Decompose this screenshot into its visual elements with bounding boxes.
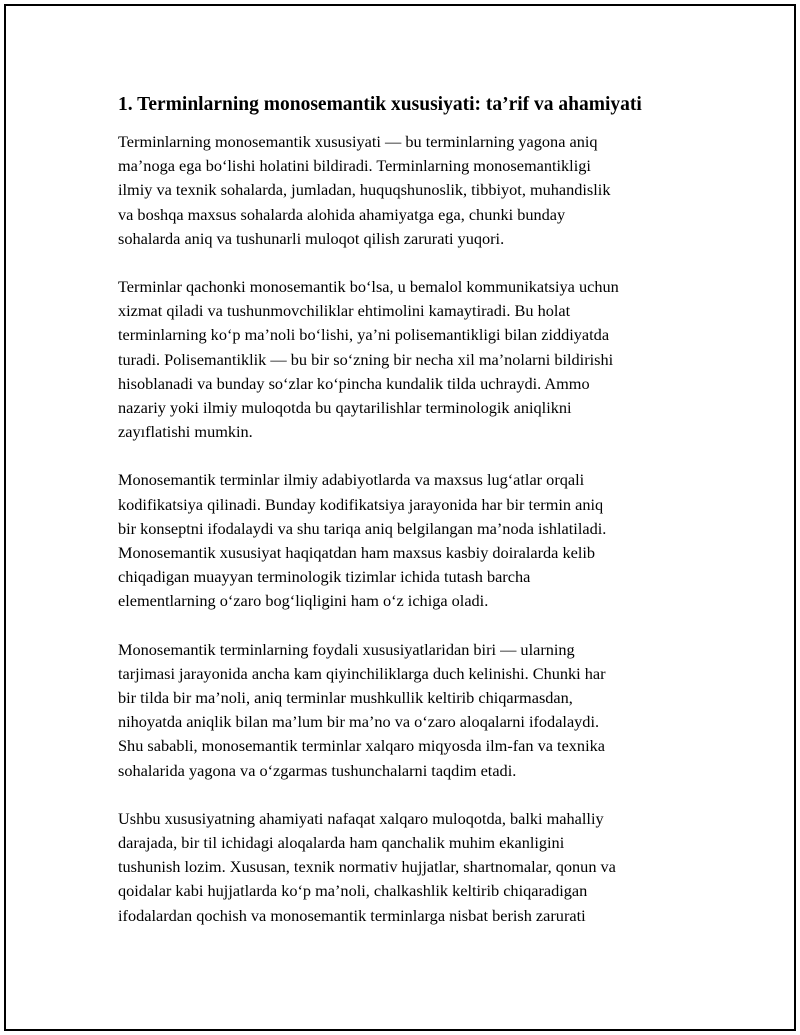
paragraph-line: ifodalardan qochish va monosemantik terminlarga nisbat berish zarurati [118, 905, 586, 925]
paragraph-line: ilmiy va texnik sohalarda, jumladan, huquqshunoslik, tibbiyot, muhandislik [118, 180, 611, 200]
paragraph-line: va boshqa maxsus sohalarda alohida ahamiyatga ega, chunki bunday [118, 204, 566, 224]
paragraph-line: Terminlarning monosemantik xususiyati — bu terminlarning yagona aniq [118, 132, 598, 151]
paragraph-line: darajada, bir til ichidagi aloqalarda ham qanchalik muhim ekanligini [118, 833, 565, 853]
paragraph-line: Ushbu xususiyatning ahamiyati nafaqat xalqaro muloqotda, balki mahalliy [118, 808, 604, 828]
paragraph-line: Monosemantik xususiyat haqiqatdan ham maxsus kasbiy doiralarda kelib [118, 543, 596, 563]
body-paragraph [118, 807, 692, 928]
paragraph-line: xizmat qiladi va tushunmovchiliklar ehtimolini kamaytiradi. Bu holat [118, 301, 571, 321]
paragraph-line: ma’noga ega bo‘lishi holatini bildiradi. Terminlarning monosemantikligi [118, 156, 591, 176]
paragraph-line: qoidalar kabi hujjatlarda ko‘p ma’noli, chalkashlik keltirib chiqaradigan [118, 881, 588, 901]
paragraph-line: zayıflatishi mumkin. [118, 422, 253, 442]
paragraph-line: tarjimasi jarayonida ancha kam qiyinchiliklarga duch kelinishi. Chunki har [118, 663, 606, 683]
paragraph-line: nazariy yoki ilmiy muloqotda bu qaytarilishlar terminologik aniqlikni [118, 398, 572, 418]
paragraph-line: Terminlar qachonki monosemantik bo‘lsa, u bemalol kommunikatsiya uchun [118, 277, 619, 297]
document-body [118, 92, 692, 952]
body-paragraph [118, 130, 692, 251]
paragraph-line: sohalarida yagona va o‘zgarmas tushunchalarni taqdim etadi. [118, 760, 517, 780]
paragraph-list [118, 130, 692, 928]
paragraph-line: Monosemantik terminlar ilmiy adabiyotlarda va maxsus lug‘atlar orqali [118, 470, 585, 490]
body-paragraph [118, 468, 692, 613]
paragraph-line: hisoblanadi va bunday so‘zlar ko‘pincha kundalik tilda uchraydi. Ammo [118, 373, 590, 393]
section-heading: 1. Terminlarning monosemantik xususiyati: ta’rif va ahamiyati [118, 94, 642, 115]
paragraph-line: Shu sababli, monosemantik terminlar xalqaro miqyosda ilm-fan va texnika [118, 736, 605, 756]
paragraph-line: turadi. Polisemantiklik — bu bir so‘zning bir necha xil ma’nolarni bildirishi [118, 349, 614, 369]
paragraph-line: terminlarning ko‘p ma’noli bo‘lishi, ya’ni polisemantikligi bilan ziddiyatda [118, 325, 610, 345]
body-paragraph [118, 275, 692, 444]
paragraph-line: chiqadigan muayyan terminologik tizimlar ichida tutash barcha [118, 567, 531, 587]
paragraph-line: kodifikatsiya qilinadi. Bunday kodifikatsiya jarayonida har bir termin aniq [118, 494, 604, 514]
paragraph-line: Monosemantik terminlarning foydali xususiyatlaridan biri — ularning [118, 639, 575, 659]
paragraph-line: bir tilda bir ma’noli, aniq terminlar mushkullik keltirib chiqarmasdan, [118, 688, 573, 708]
paragraph-line: nihoyatda aniqlik bilan ma’lum bir ma’no va o‘zaro aloqalarni ifodalaydi. [118, 712, 600, 732]
paragraph-line: tushunish lozim. Xususan, texnik normativ hujjatlar, shartnomalar, qonun va [118, 857, 616, 877]
paragraph-line: elementlarning o‘zaro bog‘liqligini ham o‘z ichiga oladi. [118, 591, 489, 611]
paragraph-line: bir konseptni ifodalaydi va shu tariqa aniq belgilangan ma’noda ishlatiladi. [118, 518, 607, 538]
paragraph-line: sohalarda aniq va tushunarli muloqot qilish zarurati yuqori. [118, 228, 505, 248]
body-paragraph [118, 638, 692, 783]
